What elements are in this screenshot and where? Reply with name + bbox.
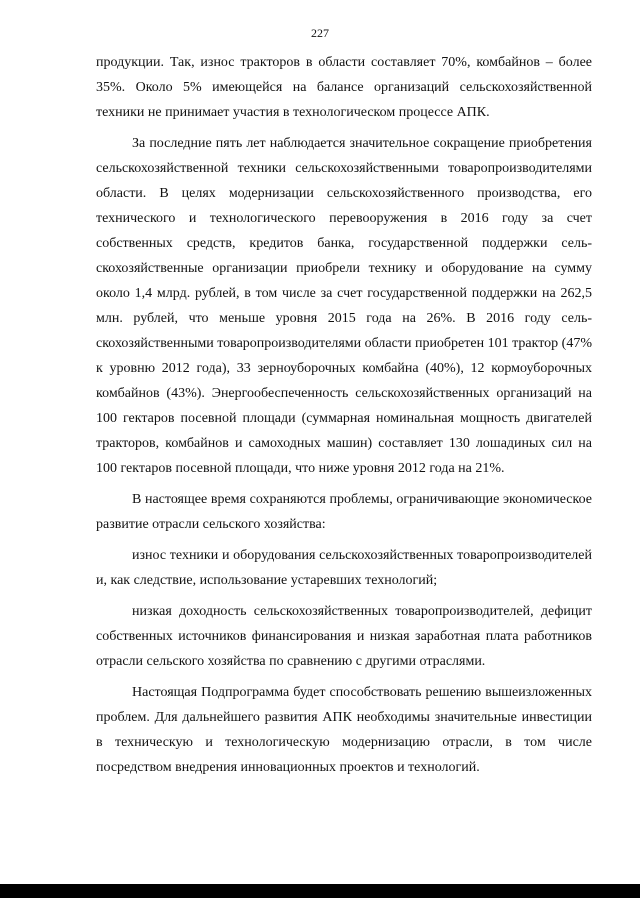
list-item-2: низкая доходность сельскохозяйственных товаропроизводителей, дефицит собственных источников финансирования и низкая заработная плата работников отрасли сельского хозяйства по сравнению с другими отраслями. <box>96 604 592 669</box>
scan-bottom-edge <box>0 884 640 898</box>
page-number: 227 <box>311 26 329 40</box>
paragraph-3: В настоящее время сохраняются проблемы, ограничивающие экономическое развитие отрасли сельского хозяйства: <box>96 492 592 532</box>
paragraph-4: Настоящая Подпрограмма будет способствовать решению вышеизложенных проблем. Для дальнейшего развития АПК необходимы значительные инвестиции в техническую и технологическую модернизацию отрасли, в том числе посредством внедрения инновационных проектов и технологий. <box>96 685 592 775</box>
paragraph-2: За последние пять лет наблюдается значительное сокращение приобретения сельскохозяйственной техники сельскохозяйственными товаропроизводителями области. В целях модернизации сельскохозяйственного производства, его технического и технологического перевооружения в 2016 году за счет собственных средств, кредитов банка, государственной поддержки сельскохозяйственные организации приобрели технику и оборудование на сумму около 1,4 млрд. рублей, в том числе за счет государственной поддержки на 262,5 млн. рублей, что меньше уровня 2015 года на 26%. В 2016 году сельскохозяйственными товаропроизводителями области приобретен 101 трактор (47% к уровню 2012 года), 33 зерноуборочных комбайна (40%), 12 кормоуборочных комбайнов (43%). Энергообеспеченность сельскохозяйственных организаций на 100 гектаров посевной площади (суммарная номинальная мощность двигателей тракторов, комбайнов и самоходных машин) составляет 130 лошадиных сил на 100 гектаров посевной площади, что ниже уровня 2012 года на 21%. <box>96 136 592 476</box>
paragraph-1: продукции. Так, износ тракторов в области составляет 70%, комбайнов – более 35%. Около 5% имеющейся на балансе организаций сельскохозяйственной техники не принимает участия в технологическом процессе АПК. <box>96 55 592 120</box>
list-item-1: износ техники и оборудования сельскохозяйственных товаропроизводителей и, как следствие, использование устаревших технологий; <box>96 548 592 588</box>
document-body <box>96 50 592 780</box>
